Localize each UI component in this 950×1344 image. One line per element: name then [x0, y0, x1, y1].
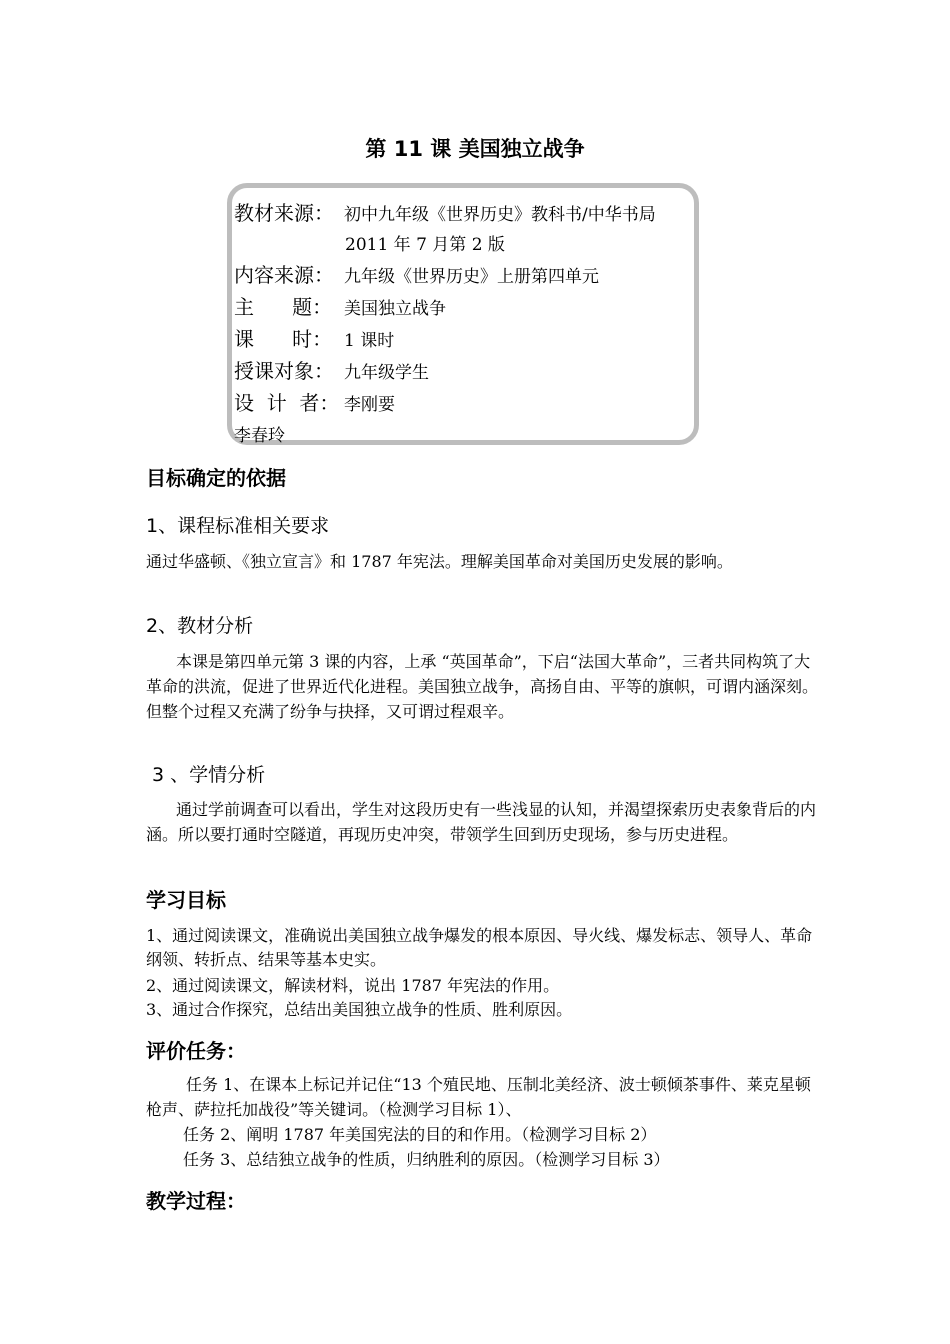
info-row-topic: [234, 291, 446, 320]
objectives-heading: 学习目标: [146, 888, 226, 912]
task-item-3: 任务 3、总结独立战争的性质，归纳胜利的原因。（检测学习目标 3）: [183, 1150, 670, 1169]
info-row-source: [234, 197, 656, 226]
curriculum-text: 通过华盛顿、《独立宣言》和 1787 年宪法。理解美国革命对美国历史发展的影响。: [146, 552, 733, 571]
hours-label: 课 时：: [234, 327, 333, 351]
objective-item-2: 2、通过阅读课文，解读材料，说出 1787 年宪法的作用。: [146, 976, 560, 995]
source-value: 初中九年级《世界历史》教科书/中华书局: [344, 205, 656, 225]
audience-value: 九年级学生: [344, 363, 429, 383]
process-heading: 教学过程：: [146, 1189, 246, 1213]
tasks-heading: 评价任务：: [146, 1039, 246, 1063]
topic-label: 主 题：: [234, 295, 333, 319]
basis-heading: 目标确定的依据: [146, 466, 286, 490]
info-row-content: [234, 259, 599, 288]
textbook-analysis-heading: 2、教材分析: [146, 615, 254, 637]
task-item-1: 任务 1、在课本上标记并记住“13 个殖民地、压制北美经济、波士顿倾茶事件、莱克星顿枪声、萨拉托加战役”等关键词。（检测学习目标 1）、: [146, 1075, 811, 1119]
topic-value: 美国独立战争: [344, 299, 446, 319]
task-item-2: 任务 2、阐明 1787 年美国宪法的目的和作用。（检测学习目标 2）: [183, 1125, 657, 1144]
student-analysis-text: 通过学前调查可以看出，学生对这段历史有一些浅显的认知，并渴望探索历史表象背后的内涵。所以要打通时空隧道，再现历史冲突，带领学生回到历史现场，参与历史进程。: [146, 800, 817, 844]
designer-value: 李刚要: [344, 395, 395, 415]
content-label: 内容来源：: [234, 263, 334, 287]
objective-item-3: 3、通过合作探究，总结出美国独立战争的性质、胜利原因。: [146, 1000, 573, 1019]
designer-extra: 李春玲: [234, 426, 285, 446]
designer-label: 设 计 者：: [234, 391, 340, 415]
audience-label: 授课对象：: [234, 359, 334, 383]
info-row-hours: [234, 323, 394, 352]
page-title: 第 11 课 美国独立战争: [365, 137, 585, 161]
info-row-designer: [234, 387, 395, 416]
source-label: 教材来源：: [234, 201, 334, 225]
content-value: 九年级《世界历史》上册第四单元: [344, 267, 599, 287]
textbook-analysis-text: 本课是第四单元第 3 课的内容，上承 “英国革命”，下启“法国大革命”，三者共同构筑了大革命的洪流，促进了世界近代化进程。美国独立战争，高扬自由、平等的旗帜，可谓内涵深刻。但整个过程又充满了纷争与抉择，又可谓过程艰辛。: [146, 652, 819, 721]
curriculum-heading: 1、课程标准相关要求: [146, 515, 330, 537]
hours-value: 1 课时: [344, 331, 395, 351]
info-row-audience: [234, 355, 429, 384]
student-analysis-heading: 3 、学情分析: [146, 764, 266, 786]
source-value-cont: 2011 年 7 月第 2 版: [345, 235, 505, 255]
objective-item-1: 1、通过阅读课文，准确说出美国独立战争爆发的根本原因、导火线、爆发标志、领导人、革命纲领、转折点、结果等基本史实。: [146, 926, 813, 969]
